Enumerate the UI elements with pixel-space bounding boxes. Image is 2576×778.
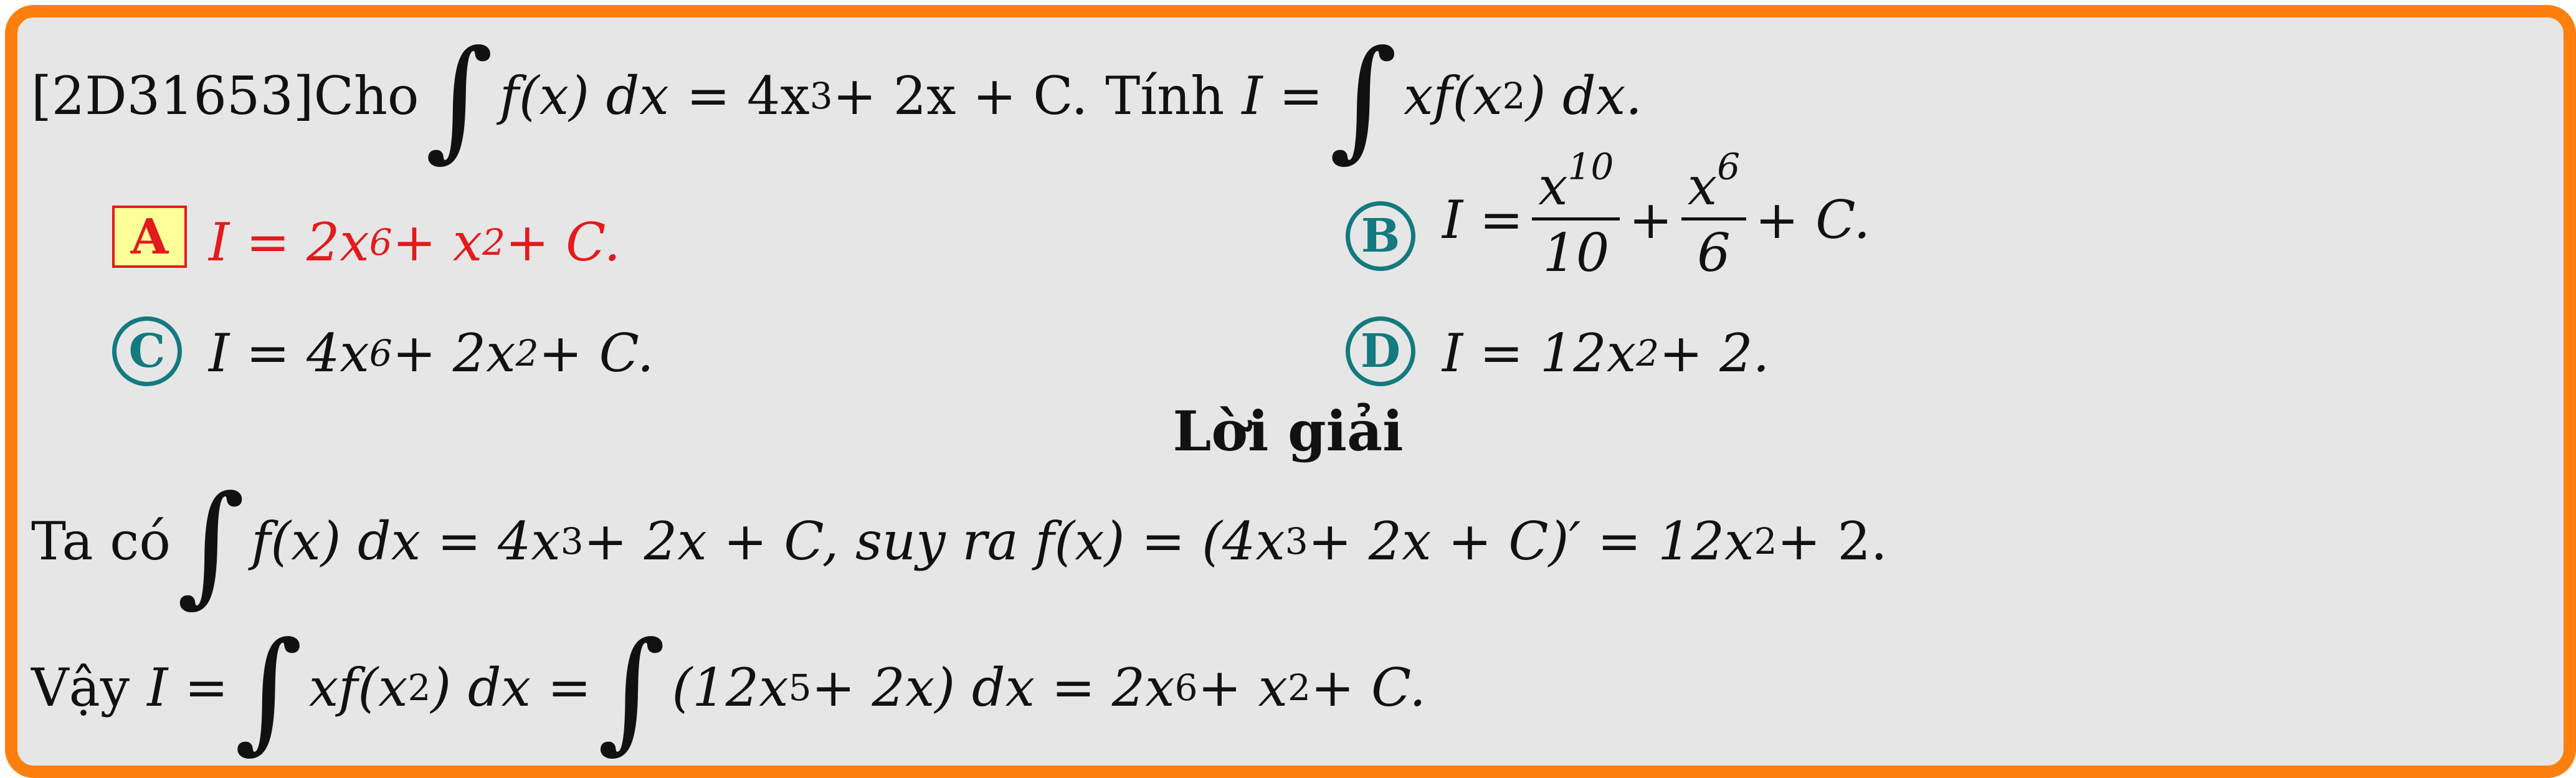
option-b-d2: 6 — [1697, 222, 1731, 284]
sol-l2-d: (12x — [672, 657, 789, 718]
option-d-t2: + 2. — [1659, 323, 1770, 384]
option-a-t3: + C. — [505, 212, 621, 273]
option-b-plus: + — [1628, 189, 1673, 250]
integral-sign: ∫ — [176, 467, 245, 620]
option-b-t1: I = — [1442, 189, 1524, 250]
option-c[interactable]: I = 4x 6 + 2x 2 + C. — [209, 323, 654, 384]
question-text: [2D31653] Cho ∫ f(x) dx = 4x 3 + 2x + C. Tính I = ∫ xf(x 2 ) dx. — [31, 22, 1642, 174]
sol-l2-c: ) dx = — [430, 657, 592, 718]
given-rhs-a: = 4x — [686, 65, 810, 126]
sol-l2-a: I = — [147, 657, 229, 718]
option-d-badge[interactable]: D — [1346, 316, 1415, 386]
sol-l2-intro: Vậy — [31, 657, 130, 718]
given-rhs-b: + 2x + C. — [832, 65, 1088, 126]
sol-l2-f: + x — [1197, 657, 1288, 718]
sol-l2-b: xf(x — [308, 657, 408, 718]
integral-sign: ∫ — [1329, 22, 1398, 174]
sol-l2-g: + C. — [1310, 657, 1426, 718]
option-b-n1: x — [1538, 156, 1568, 217]
option-b-n2: x — [1687, 156, 1718, 217]
option-b-d1: 10 — [1542, 222, 1610, 284]
solution-heading: Lời giải — [1172, 399, 1404, 463]
sol-l2-e: + 2x) dx = 2x — [811, 657, 1175, 718]
solution-line-2: Vậy I = ∫ xf(x 2 ) dx = ∫ (12x 5 + 2x) dx = 2x 6 + x 2 + C. — [31, 614, 1426, 766]
option-b-ne1: 10 — [1567, 145, 1614, 188]
option-c-t3: + C. — [538, 323, 654, 384]
integral-sign: ∫ — [234, 614, 303, 766]
option-a-t1: I = 2x — [209, 212, 369, 273]
ask-variable: I = — [1242, 65, 1323, 126]
integral-sign: ∫ — [597, 614, 666, 766]
question-intro: Cho — [313, 65, 419, 126]
option-b[interactable] — [1442, 145, 1871, 284]
option-b-t3: + C. — [1755, 189, 1871, 250]
sol-l1-intro: Ta có — [31, 511, 171, 572]
sol-l1-c: + 2x + C)′ = 12x — [1308, 511, 1754, 572]
sol-l1-b: + 2x + C, suy ra f(x) = (4x — [583, 511, 1285, 572]
option-a-t2: + x — [392, 212, 483, 273]
option-b-fraction-2 — [1681, 145, 1746, 284]
solution-line-1: Ta có ∫ f(x) dx = 4x 3 + 2x + C, suy ra f(x) = (4x 3 + 2x + C)′ = 12x 2 + 2. — [31, 467, 1888, 620]
option-b-badge[interactable]: B — [1346, 201, 1415, 271]
question-ask: Tính — [1105, 65, 1225, 126]
integral-sign: ∫ — [425, 22, 493, 174]
given-integrand: f(x) dx — [499, 65, 669, 126]
option-c-t2: + 2x — [392, 323, 516, 384]
option-b-ne2: 6 — [1717, 145, 1741, 188]
option-c-t1: I = 4x — [209, 323, 369, 384]
option-c-badge[interactable]: C — [112, 316, 182, 386]
option-b-fraction-1 — [1532, 145, 1620, 284]
option-a[interactable]: I = 2x 6 + x 2 + C. — [209, 212, 621, 273]
ask-integrand-b: ) dx. — [1525, 65, 1642, 126]
question-id: [2D31653] — [31, 65, 314, 126]
sol-l1-d: + 2. — [1777, 511, 1888, 572]
option-d[interactable]: I = 12x 2 + 2. — [1442, 323, 1770, 384]
option-a-badge[interactable]: A — [112, 206, 187, 268]
sol-l1-a: f(x) dx = 4x — [251, 511, 561, 572]
option-d-t1: I = 12x — [1442, 323, 1637, 384]
ask-integrand-a: xf(x — [1404, 65, 1503, 126]
